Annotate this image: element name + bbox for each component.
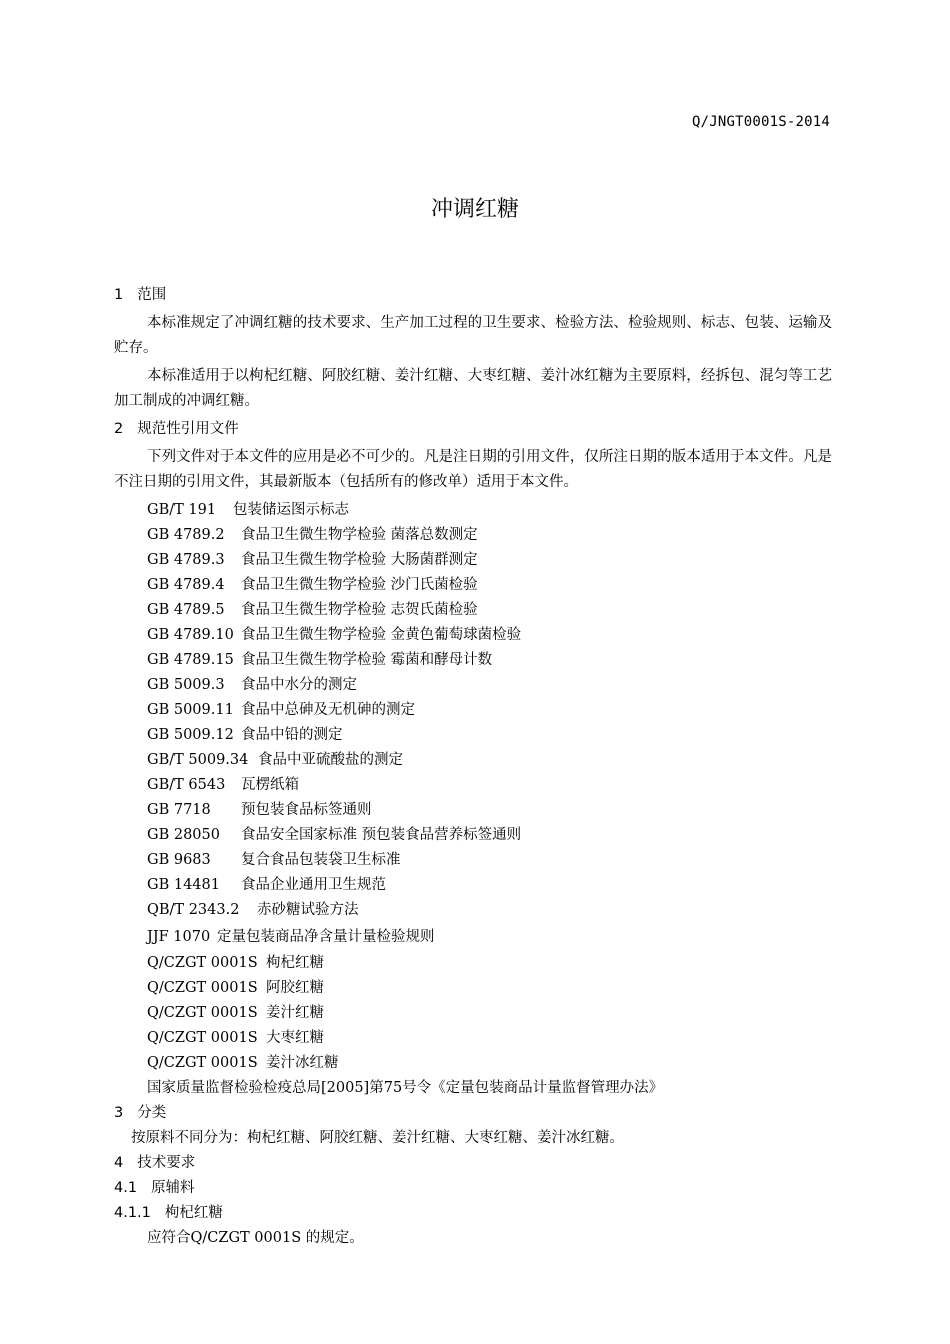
reference-item: [114, 648, 832, 673]
reference-code: GB 7718: [147, 802, 211, 818]
section-title: 分类: [137, 1105, 167, 1121]
reference-item: [114, 823, 832, 848]
reference-item: [114, 873, 832, 898]
document-title: 冲调红糖: [430, 197, 519, 222]
reference-title: 食品中铅的测定: [241, 727, 343, 743]
reference-title: 阿胶红糖: [266, 980, 324, 996]
section-number: 4.1: [114, 1180, 138, 1196]
reference-title: 食品卫生微生物学检验 霉菌和酵母计数: [241, 652, 493, 668]
section-4-heading: [114, 1151, 832, 1176]
reference-title: 食品卫生微生物学检验 金黄色葡萄球菌检验: [241, 627, 522, 643]
reference-title: 姜汁红糖: [266, 1005, 324, 1021]
reference-list: [114, 498, 832, 1076]
classification-text: 按原料不同分为：枸杞红糖、阿胶红糖、姜汁红糖、大枣红糖、姜汁冰红糖。: [131, 1130, 624, 1146]
reference-title: 姜汁冰红糖: [266, 1055, 339, 1071]
reference-title: 食品卫生微生物学检验 大肠菌群测定: [241, 552, 478, 568]
reference-code: GB 4789.5: [147, 602, 225, 618]
section-4-1-heading: [114, 1176, 832, 1201]
reference-title: 食品卫生微生物学检验 志贺氏菌检验: [241, 602, 478, 618]
reference-title: 预包装食品标签通则: [241, 802, 372, 818]
reference-code: GB 4789.15: [147, 652, 234, 668]
decree-reference: 国家质量监督检验检疫总局[2005]第75号令《定量包装商品计量监督管理办法》: [147, 1080, 664, 1096]
reference-code: Q/CZGT 0001S: [147, 980, 258, 996]
reference-code: GB/T 191: [147, 502, 217, 518]
reference-code: GB/T 5009.34: [147, 752, 249, 768]
reference-title: 大枣红糖: [266, 1030, 324, 1046]
reference-code: GB/T 6543: [147, 777, 226, 793]
reference-title: 食品企业通用卫生规范: [241, 877, 386, 893]
reference-code: GB 5009.12: [147, 727, 234, 743]
scope-paragraph-1: 本标准规定了冲调红糖的技术要求、生产加工过程的卫生要求、检验方法、检验规则、标志、包装、运输及贮存。: [114, 315, 832, 356]
reference-title: 食品卫生微生物学检验 菌落总数测定: [241, 527, 478, 543]
document-body: [114, 283, 832, 1251]
reference-item: [114, 548, 832, 573]
section-number: 4.1.1: [114, 1205, 151, 1221]
reference-title: 食品中亚硫酸盐的测定: [258, 752, 403, 768]
scope-paragraph-2: 本标准适用于以枸杞红糖、阿胶红糖、姜汁红糖、大枣红糖、姜汁冰红糖为主要原料，经拆包、混匀等工艺加工制成的冲调红糖。: [114, 368, 832, 409]
section-3-heading: [114, 1101, 832, 1126]
reference-code: GB 9683: [147, 852, 211, 868]
references-intro: 下列文件对于本文件的应用是必不可少的。凡是注日期的引用文件，仅所注日期的版本适用于本文件。凡是不注日期的引用文件，其最新版本（包括所有的修改单）适用于本文件。: [114, 449, 832, 490]
reference-item: [114, 923, 832, 951]
reference-code: GB 4789.4: [147, 577, 225, 593]
reference-item: [114, 976, 832, 1001]
reference-title: 包装储运图示标志: [233, 502, 349, 518]
reference-item: [114, 573, 832, 598]
reference-item: [114, 898, 832, 923]
reference-item: [114, 698, 832, 723]
reference-title: 定量包装商品净含量计量检验规则: [217, 929, 435, 945]
reference-code: JJF 1070: [147, 929, 211, 945]
reference-item: [114, 598, 832, 623]
reference-item: [114, 1026, 832, 1051]
section-number: 3: [114, 1105, 124, 1121]
section-title: 原辅料: [151, 1180, 195, 1196]
reference-title: 食品卫生微生物学检验 沙门氏菌检验: [241, 577, 478, 593]
reference-code: GB 5009.11: [147, 702, 234, 718]
section-number: 2: [114, 421, 124, 437]
section-number: 1: [114, 287, 124, 303]
reference-item: [114, 1001, 832, 1026]
reference-item: [114, 623, 832, 648]
reference-title: 赤砂糖试验方法: [257, 902, 359, 918]
reference-title: 瓦楞纸箱: [241, 777, 299, 793]
reference-item: [114, 773, 832, 798]
section-1-heading: [114, 283, 832, 308]
section-title: 技术要求: [137, 1155, 196, 1171]
reference-title: 食品中总砷及无机砷的测定: [241, 702, 415, 718]
section-title: 范围: [137, 287, 167, 303]
section-title: 枸杞红糖: [164, 1205, 223, 1221]
reference-item: [114, 1051, 832, 1076]
reference-code: GB 28050: [147, 827, 220, 843]
reference-title: 枸杞红糖: [266, 955, 324, 971]
reference-code: Q/CZGT 0001S: [147, 1005, 258, 1021]
reference-code: GB 4789.2: [147, 527, 225, 543]
reference-code: GB 4789.3: [147, 552, 225, 568]
reference-item: [114, 951, 832, 976]
reference-code: Q/CZGT 0001S: [147, 955, 258, 971]
reference-item: [114, 523, 832, 548]
reference-item: [114, 798, 832, 823]
reference-title: 食品中水分的测定: [241, 677, 357, 693]
reference-item: [114, 748, 832, 773]
reference-code: GB 4789.10: [147, 627, 234, 643]
reference-title: 复合食品包装袋卫生标准: [241, 852, 401, 868]
reference-item: [114, 723, 832, 748]
reference-code: GB 5009.3: [147, 677, 225, 693]
reference-code: QB/T 2343.2: [147, 902, 240, 918]
reference-item: [114, 498, 832, 523]
section-title: 规范性引用文件: [137, 421, 239, 437]
reference-item: [114, 673, 832, 698]
reference-code: GB 14481: [147, 877, 220, 893]
reference-title: 食品安全国家标准 预包装食品营养标签通则: [241, 827, 522, 843]
reference-code: Q/CZGT 0001S: [147, 1030, 258, 1046]
reference-code: Q/CZGT 0001S: [147, 1055, 258, 1071]
reference-item: [114, 848, 832, 873]
section-4-1-1-heading: [114, 1201, 832, 1226]
standard-code: Q/JNGT0001S-2014: [691, 114, 830, 130]
goji-requirement-text: 应符合Q/CZGT 0001S 的规定。: [147, 1230, 364, 1246]
section-2-heading: [114, 417, 832, 442]
section-number: 4: [114, 1155, 124, 1171]
